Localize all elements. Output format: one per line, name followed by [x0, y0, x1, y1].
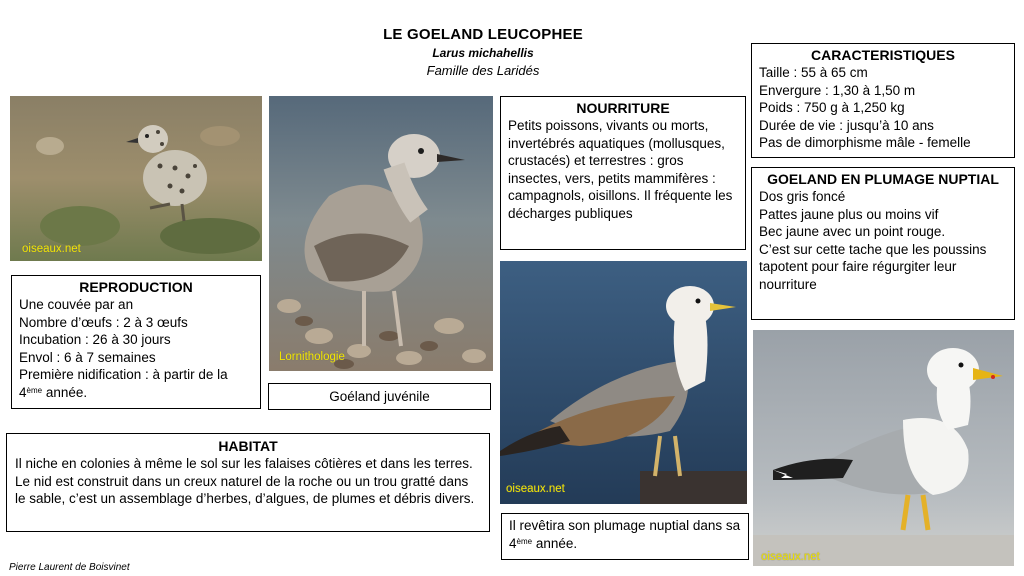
reproduction-ordinal: ème: [26, 385, 43, 395]
caracteristiques-line: Taille : 55 à 65 cm: [759, 65, 868, 80]
latin-name: Larus michahellis: [432, 46, 534, 60]
chick-photo: [10, 96, 262, 261]
reproduction-line: Envol : 6 à 7 semaines: [19, 349, 156, 365]
nuptial-caption-after: année.: [532, 535, 578, 551]
reproduction-line: Une couvée par an: [19, 297, 134, 312]
nourriture-text: Petits poissons, vivants ou morts, invertébrés aquatiques (mollusques, crustacés) et terrestres : gros insectes, vers, petits mammifères : campagnols, oisillons. Il fréquente les décharges publiques: [508, 118, 733, 221]
plumage-heading: GOELAND EN PLUMAGE NUPTIAL: [767, 171, 999, 187]
juvenile-photo: [269, 96, 493, 371]
family-name: Famille des Laridés: [426, 63, 540, 78]
nourriture-box: [500, 96, 746, 250]
caracteristiques-heading: CARACTERISTIQUES: [811, 47, 955, 63]
page-title: LE GOELAND LEUCOPHEE: [383, 26, 583, 43]
reproduction-year: 4: [19, 384, 27, 400]
nuptial-caption-text: [509, 517, 741, 552]
habitat-heading: HABITAT: [218, 438, 278, 454]
reproduction-heading: REPRODUCTION: [79, 279, 193, 295]
subadult-watermark: oiseaux.net: [506, 483, 565, 495]
habitat-box: [6, 433, 490, 532]
reproduction-line: Nombre d’œufs : 2 à 3 œufs: [19, 314, 188, 330]
reproduction-line: Incubation : 26 à 30 jours: [19, 332, 171, 347]
plumage-line: Pattes jaune plus ou moins vif: [759, 206, 939, 222]
adult-watermark: oiseaux.net: [761, 551, 820, 563]
plumage-line: C’est sur cette tache que les poussins tapotent pour faire régurgiter leur nourriture: [759, 241, 987, 292]
reproduction-line: Première nidification : à partir de la: [19, 367, 228, 382]
habitat-text: Il niche en colonies à même le sol sur les falaises côtières et dans les terres. Le nid est construit dans un creux naturel de la roche ou un trou gratté dans le sable, c’est un assemblage d’herbes, d’algues, de plumes et débris divers.: [15, 456, 475, 506]
reproduction-line: [19, 384, 253, 402]
reproduction-box: [11, 275, 261, 409]
nuptial-caption-before: Il revêtira son plumage nuptial dans sa 4: [509, 518, 741, 551]
caracteristiques-line: Poids : 750 g à 1,250 kg: [759, 100, 905, 115]
juvenile-caption: Goéland juvénile: [268, 383, 491, 410]
nuptial-caption-ordinal: ème: [516, 536, 533, 546]
plumage-box: [751, 167, 1015, 320]
adult-photo: [753, 330, 1014, 566]
juvenile-watermark: Lornithologie: [279, 351, 345, 363]
caracteristiques-box: [751, 43, 1015, 158]
author-credit: Pierre Laurent de Boisvinet: [9, 562, 130, 573]
nuptial-caption: [501, 513, 749, 560]
reproduction-year-rest: année.: [42, 384, 88, 400]
caracteristiques-line: Envergure : 1,30 à 1,50 m: [759, 82, 916, 98]
subadult-photo: [500, 261, 747, 504]
plumage-line: Bec jaune avec un point rouge.: [759, 224, 946, 239]
caracteristiques-line: Pas de dimorphisme mâle - femelle: [759, 135, 971, 150]
chick-watermark: oiseaux.net: [22, 243, 81, 255]
caracteristiques-line: Durée de vie : jusqu’à 10 ans: [759, 117, 934, 133]
plumage-line: Dos gris foncé: [759, 189, 846, 204]
nourriture-heading: NOURRITURE: [576, 100, 670, 116]
